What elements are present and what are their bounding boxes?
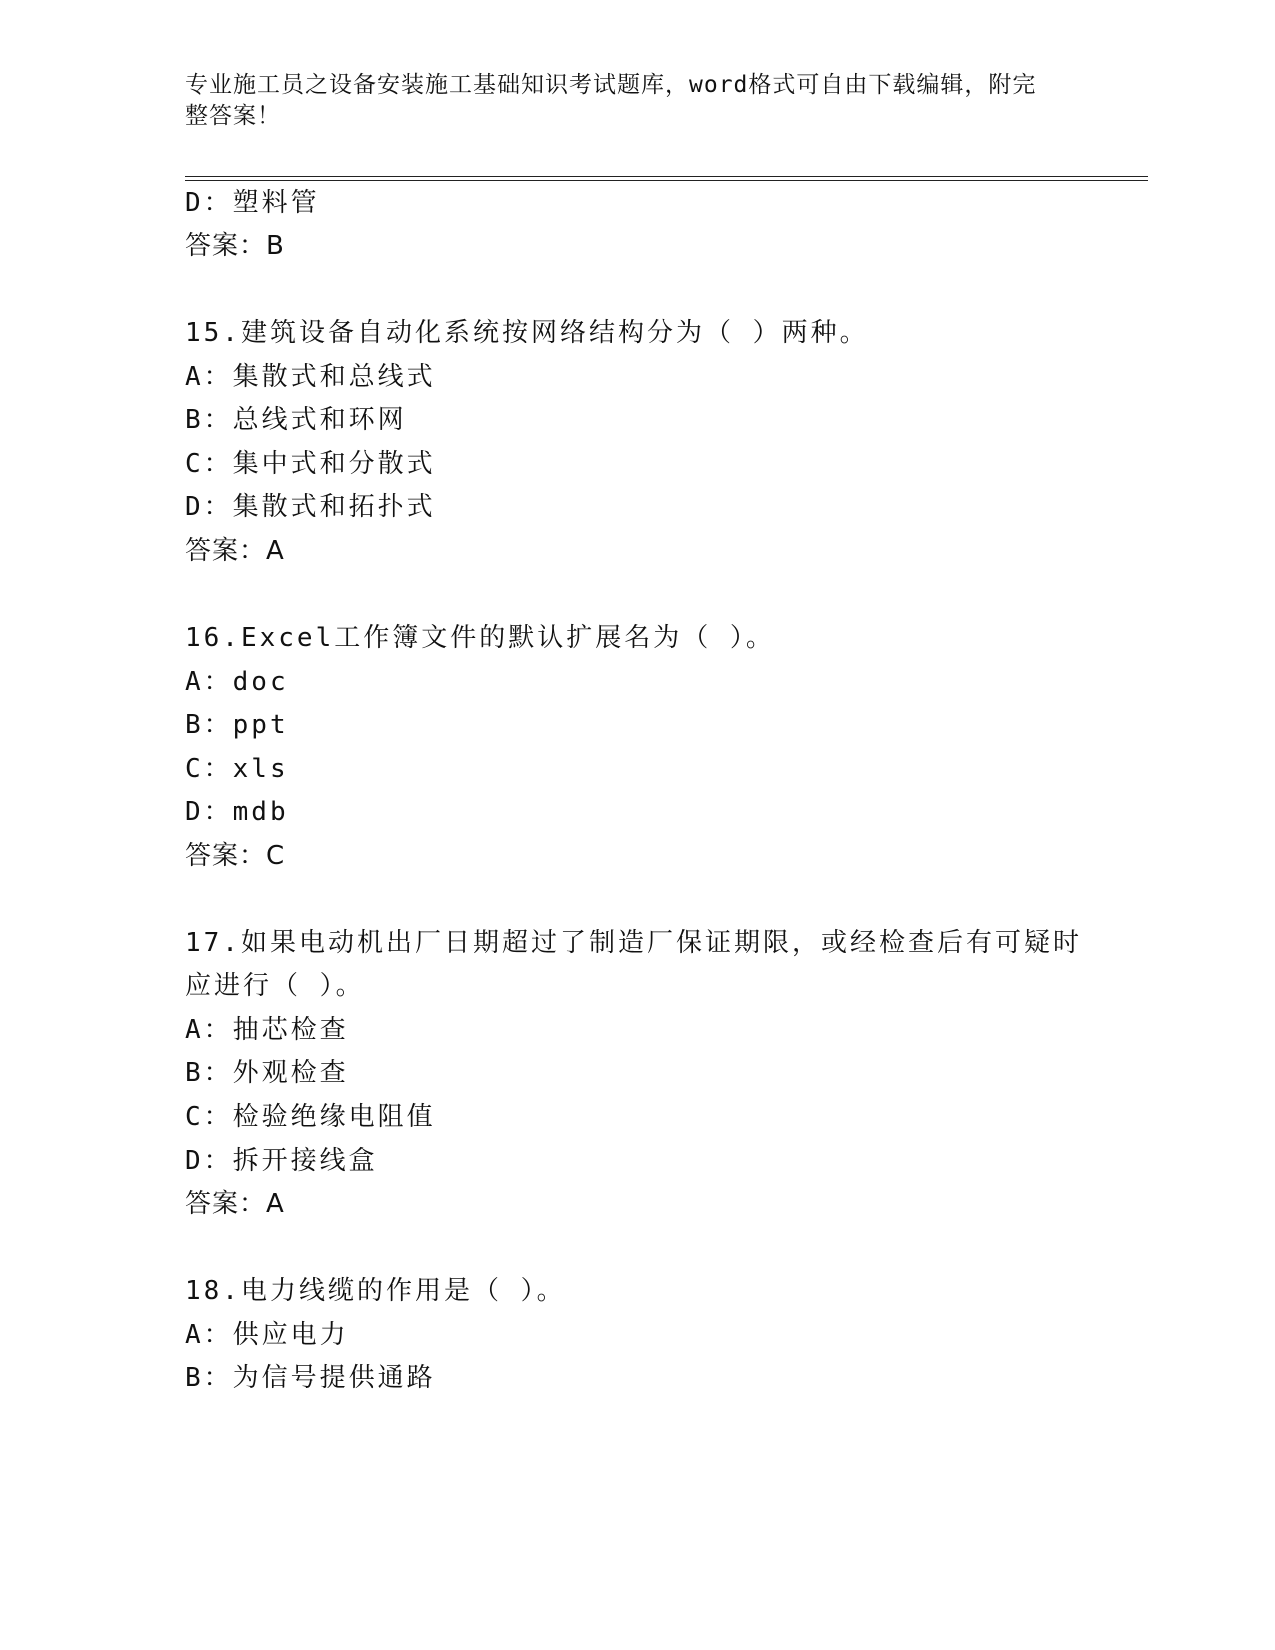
question-15-option-c: C：集中式和分散式 — [185, 449, 436, 479]
question-16-stem: 16.Excel工作簿文件的默认扩展名为（ ）。 — [185, 623, 775, 653]
question-16-option-a: A：doc — [185, 667, 289, 697]
question-18-option-a: A：供应电力 — [185, 1320, 349, 1350]
question-18-option-b: B：为信号提供通路 — [185, 1363, 436, 1393]
prev-answer: 答案：B — [185, 231, 285, 261]
question-15-option-d: D：集散式和拓扑式 — [185, 492, 436, 522]
question-17-option-d: D：拆开接线盒 — [185, 1146, 378, 1176]
question-16-answer: 答案：C — [185, 841, 286, 871]
header-divider-bottom — [185, 180, 1148, 181]
header-line-1: 专业施工员之设备安装施工基础知识考试题库，word格式可自由下载编辑，附完 — [185, 72, 1037, 98]
question-15-stem: 15.建筑设备自动化系统按网络结构分为（ ）两种。 — [185, 318, 869, 348]
question-16-option-c: C：xls — [185, 754, 289, 784]
question-15-answer: 答案：A — [185, 536, 285, 566]
question-16-option-d: D：mdb — [185, 797, 289, 827]
question-15-option-b: B：总线式和环网 — [185, 405, 407, 435]
question-17-stem: 17.如果电动机出厂日期超过了制造厂保证期限，或经检查后有可疑时 — [185, 928, 1082, 958]
header-divider-top — [185, 176, 1148, 177]
question-17-answer: 答案：A — [185, 1189, 285, 1219]
question-16-option-b: B：ppt — [185, 710, 289, 740]
document-header — [185, 70, 1085, 132]
question-15-option-a: A：集散式和总线式 — [185, 362, 436, 392]
question-17-option-c: C：检验绝缘电阻值 — [185, 1102, 436, 1132]
question-17-option-b: B：外观检查 — [185, 1058, 349, 1088]
question-18-stem: 18.电力线缆的作用是（ ）。 — [185, 1276, 566, 1306]
prev-option-d: D：塑料管 — [185, 188, 320, 218]
header-line-2: 整答案！ — [185, 103, 281, 129]
question-17-option-a: A：抽芯检查 — [185, 1015, 349, 1045]
question-17-stem-line-2: 应进行（ ）。 — [185, 971, 365, 1001]
